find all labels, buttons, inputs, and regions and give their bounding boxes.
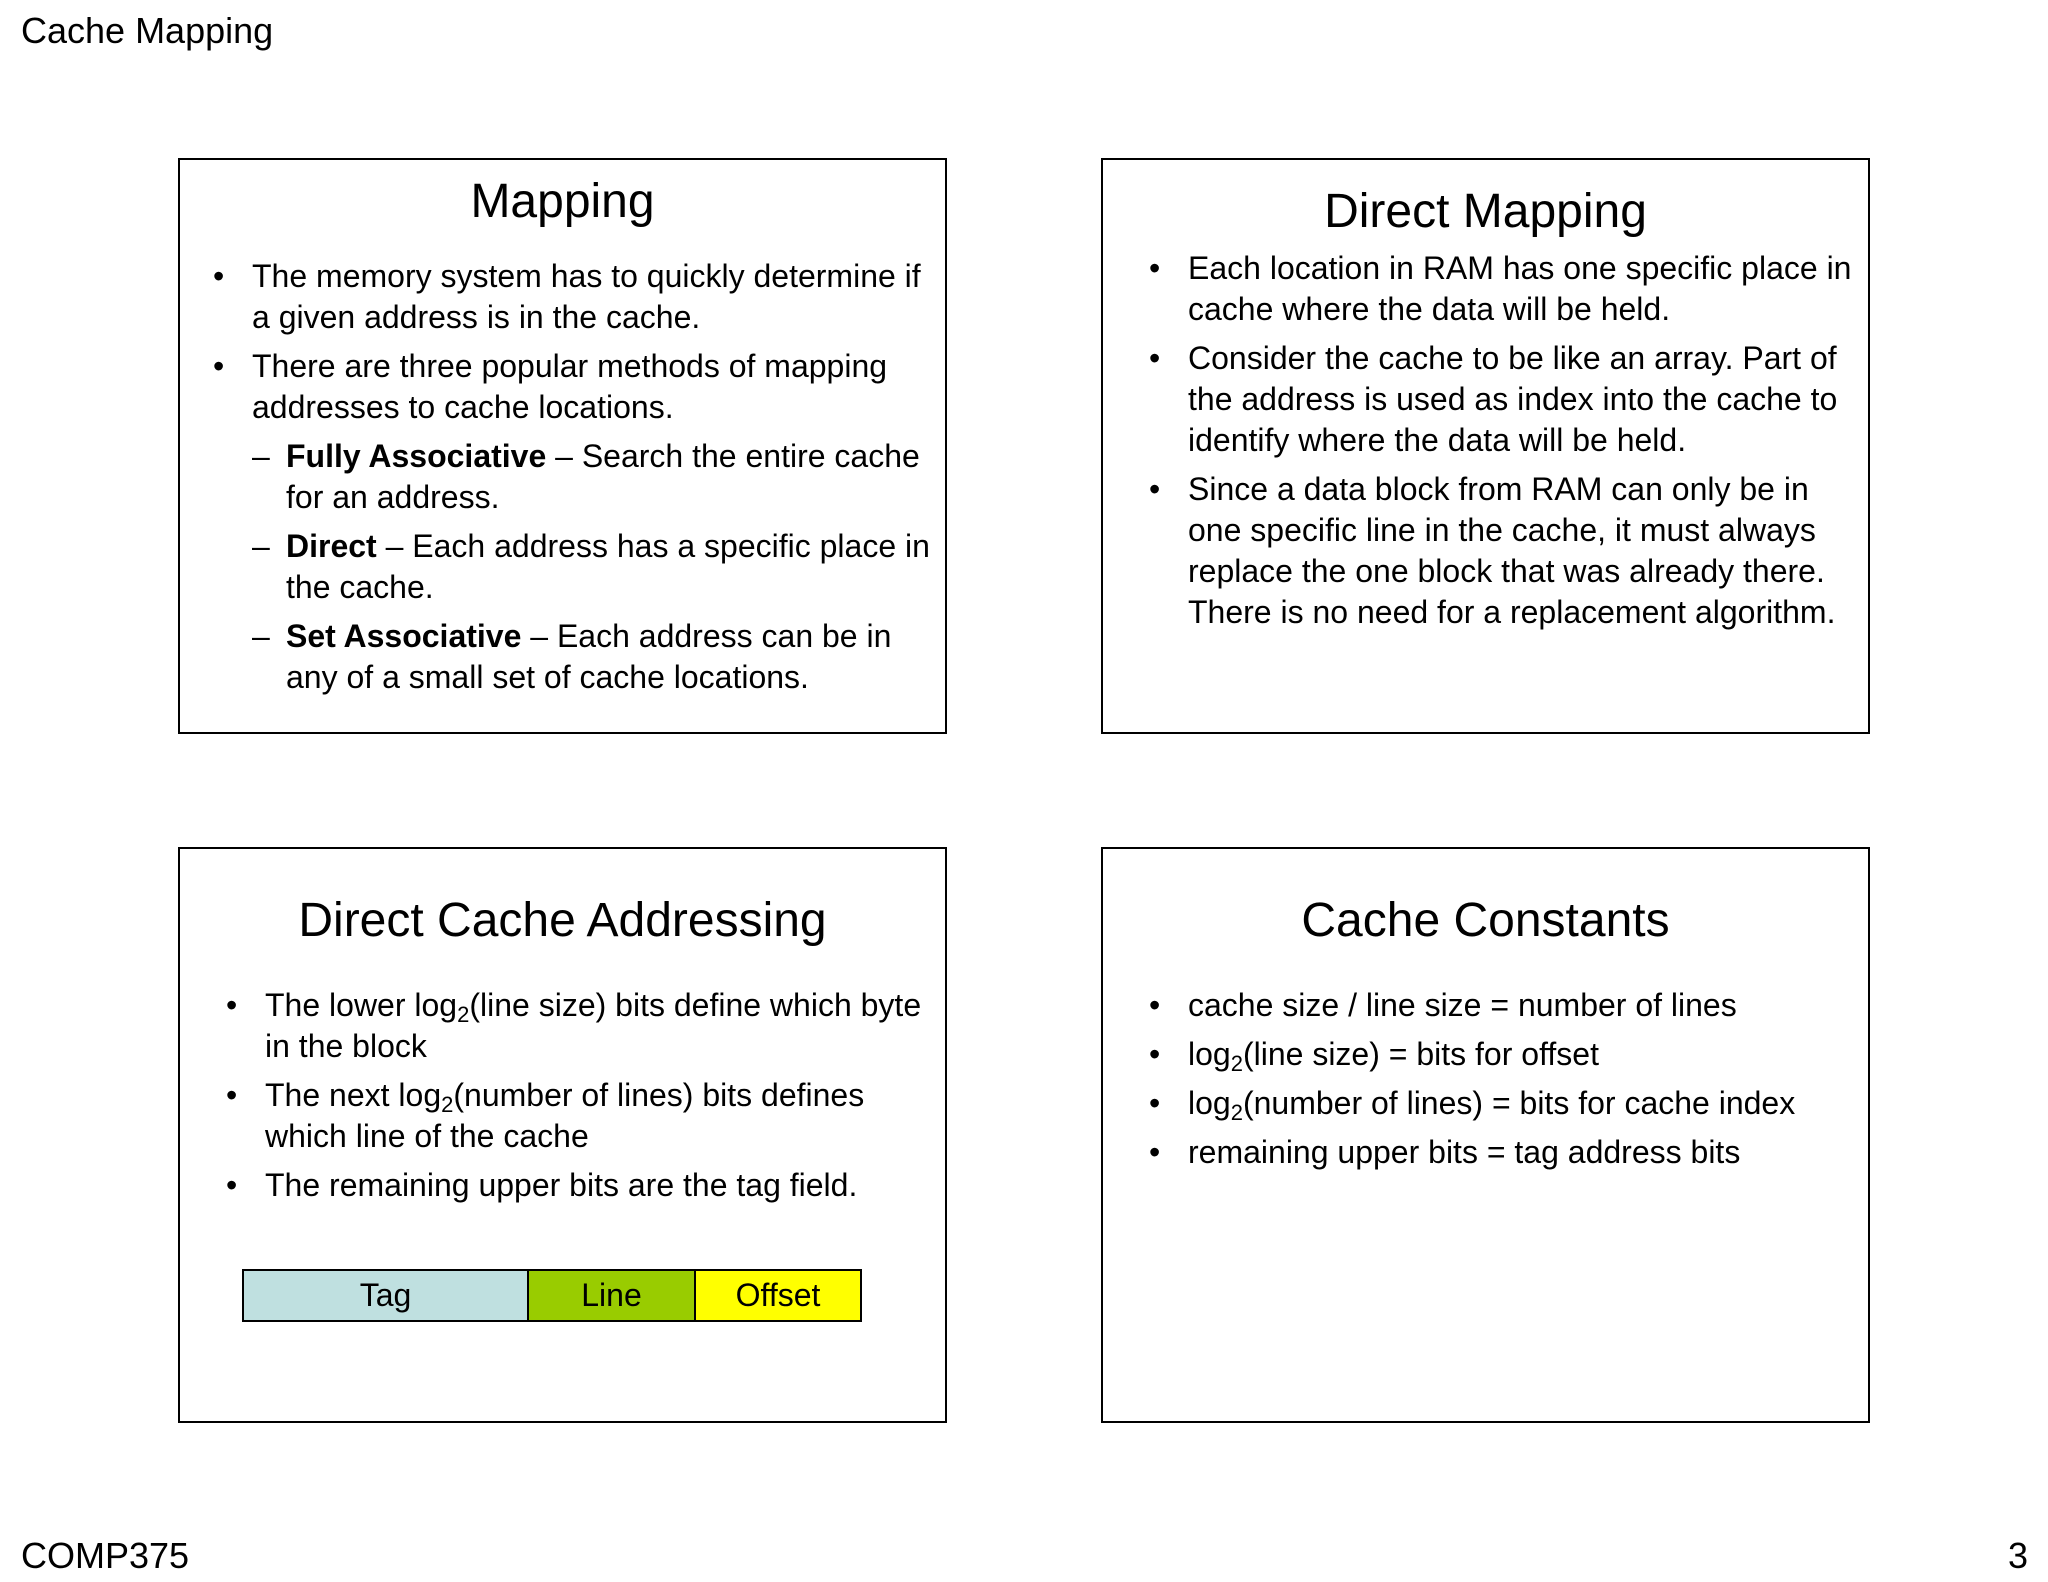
bullet-item [226,985,936,1067]
method-description: – Each address has a specific place in the cache. [286,528,930,605]
bullet-text: The memory system has to quickly determine if a given address is in the cache. [252,258,921,335]
bullet-item [1149,1132,1859,1173]
bullet-text: Since a data block from RAM can only be in one specific line in the cache, it must always replace the one block that was already there. There is no need for a replacement algorithm. [1188,471,1836,630]
bullet-item [1149,469,1859,633]
slide-cache-constants [1101,847,1870,1423]
bullet-list [213,256,933,706]
bullet-item [1149,338,1859,461]
bullet-item [1149,1034,1859,1075]
bullet-item [213,256,933,338]
slide-title: Direct Cache Addressing [298,894,827,947]
method-term: Direct [286,528,377,564]
bullet-text: Consider the cache to be like an array. Part of the address is used as index into the cache to identify where the data will be held. [1188,340,1838,458]
slide-title: Mapping [470,175,655,228]
bullet-text: cache size / line size = number of lines [1188,987,1737,1023]
slide-title: Direct Mapping [1324,185,1647,238]
method-term: Fully Associative [286,438,547,474]
bullet-text-prefix: log [1188,1085,1231,1121]
sub-bullet-item [252,526,933,608]
bullet-item [1149,985,1859,1026]
slide-direct-cache-addressing [178,847,947,1423]
line-field: Line [527,1271,694,1320]
log-base-subscript: 2 [1230,1100,1243,1125]
log-base-subscript: 2 [457,1002,470,1027]
bullet-text-suffix: (line size) bits define which byte in the block [265,987,922,1064]
log-base-subscript: 2 [1230,1051,1243,1076]
bullet-text: Each location in RAM has one specific place in cache where the data will be held. [1188,250,1852,327]
bullet-list [1149,248,1859,641]
bullet-text: There are three popular methods of mapping addresses to cache locations. [252,348,888,425]
sub-bullet-item [252,616,933,698]
slide-mapping [178,158,947,734]
bullet-list [1149,985,1859,1181]
bullet-text-prefix: The lower log [265,987,458,1023]
page-header-title: Cache Mapping [21,10,274,51]
bullet-text-prefix: The next log [265,1077,442,1113]
address-fields-diagram [242,1269,862,1322]
bullet-item [226,1165,936,1206]
bullet-text-suffix: (number of lines) = bits for cache index [1242,1085,1796,1121]
sub-bullet-list [252,436,933,698]
bullet-text: The remaining upper bits are the tag field. [265,1167,858,1203]
slide-direct-mapping [1101,158,1870,734]
method-description: – Search the entire cache for an address. [286,438,920,515]
bullet-item [226,1075,936,1157]
offset-field: Offset [694,1271,860,1320]
bullet-item [1149,248,1859,330]
bullet-text-prefix: log [1188,1036,1231,1072]
bullet-text-suffix: (number of lines) bits defines which line of the cache [265,1077,865,1154]
bullet-item [1149,1083,1859,1124]
course-code: COMP375 [21,1535,190,1576]
method-term: Set Associative [286,618,522,654]
bullet-list [226,985,936,1214]
method-description: – Each address can be in any of a small set of cache locations. [286,618,892,695]
bullet-item [213,346,933,698]
bullet-text: remaining upper bits = tag address bits [1188,1134,1741,1170]
sub-bullet-item [252,436,933,518]
bullet-text-suffix: (line size) = bits for offset [1242,1036,1599,1072]
log-base-subscript: 2 [441,1092,454,1117]
page-number: 3 [2007,1535,2028,1576]
tag-field: Tag [244,1271,527,1320]
slide-title: Cache Constants [1301,894,1670,947]
